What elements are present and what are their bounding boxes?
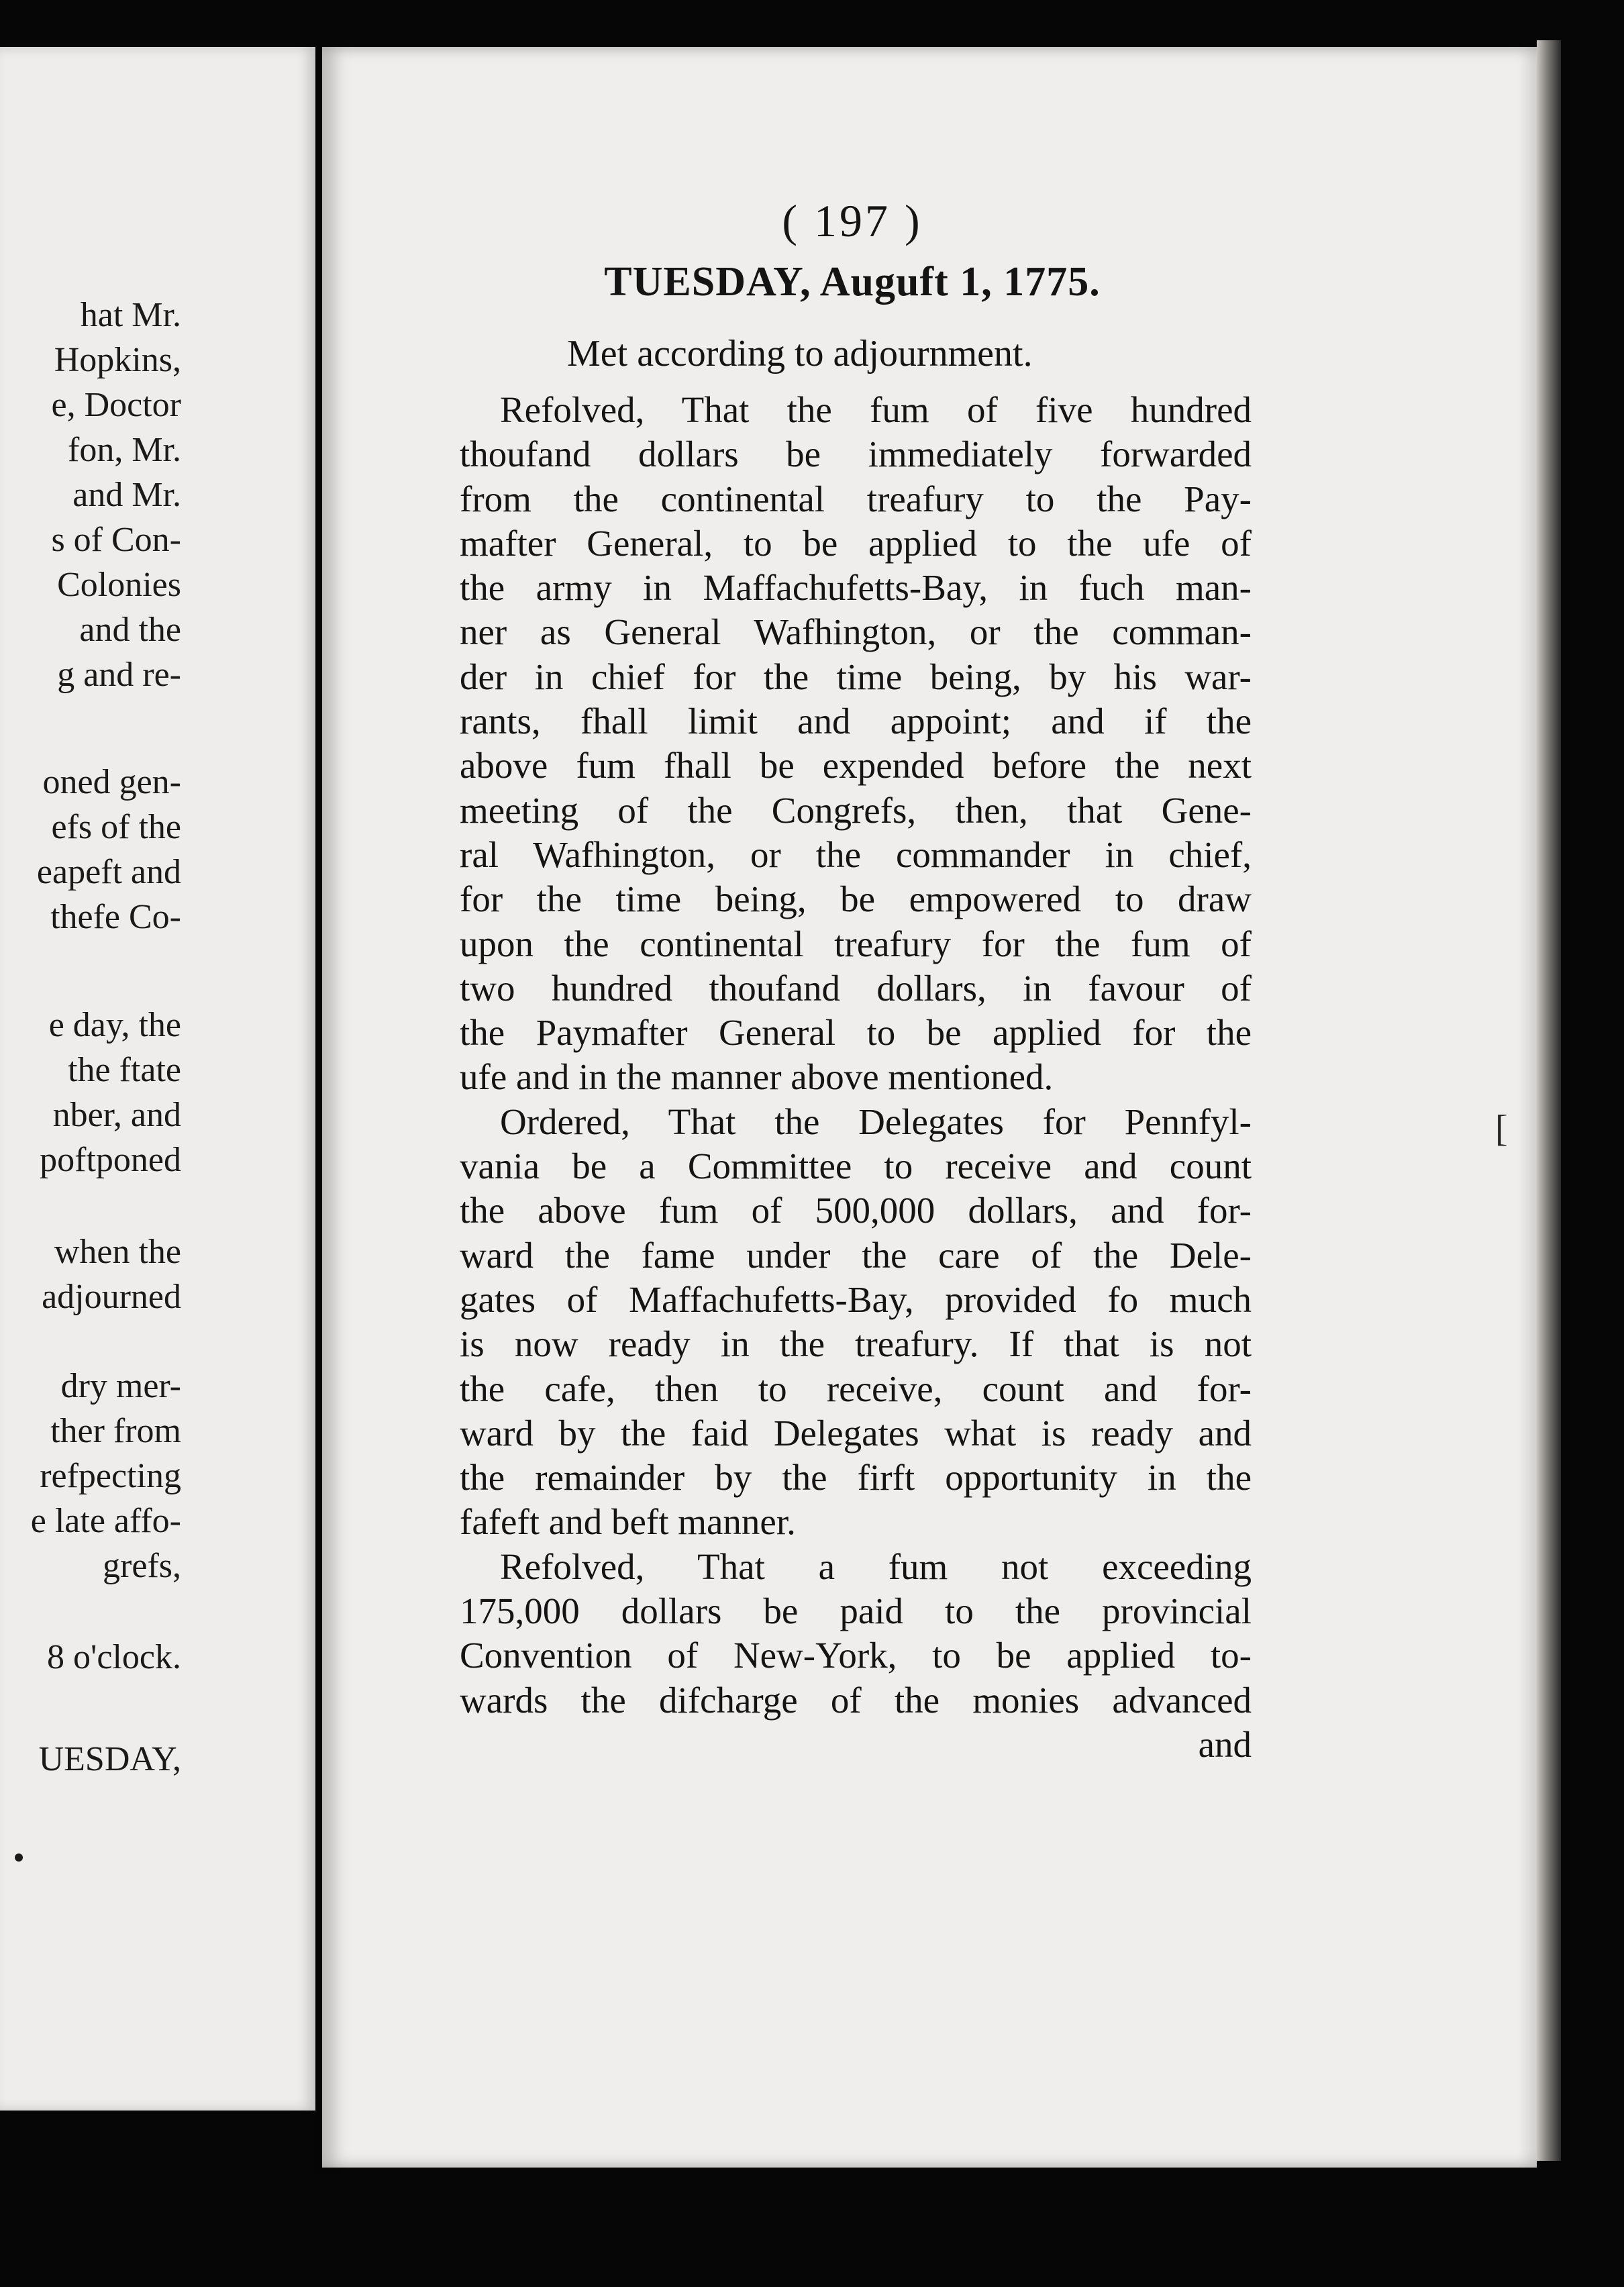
text-line: Refolved, That a fum not exceeding [500,1545,1252,1587]
left-page-line: refpecting [40,1457,181,1495]
left-page-line: efs of the [51,808,181,846]
left-page-line: e late affo- [30,1502,181,1540]
left-page-line: grefs, [103,1547,181,1585]
text-line: the Paymafter General to be applied for the [460,1012,1252,1054]
text-line: ward the fame under the care of the Dele- [460,1234,1252,1276]
left-page-line: 8 o'clock. [47,1638,181,1676]
paragraph-resolved-500000 [460,388,1252,1100]
text-line: ufe and in the manner above mentioned. [460,1056,1054,1098]
text-line: thoufand dollars be immediately forwarded [460,434,1252,475]
left-page-line: poftponed [40,1141,181,1179]
text-line: gates of Maffachufetts-Bay, provided fo much [460,1278,1252,1320]
text-line: above fum fhall be expended before the next [460,745,1252,786]
left-page-line: thefe Co- [50,898,181,936]
text-line: wards the difcharge of the monies advanced [460,1679,1252,1721]
left-page-line: s of Con- [51,521,181,559]
page-number: ( 197 ) [782,195,923,246]
left-page-line: oned gen- [42,763,181,801]
text-line: rants, fhall limit and appoint; and if the [460,701,1252,742]
facing-page-left [0,47,315,2111]
left-page-line: dry mer- [60,1367,181,1405]
paragraph-ordered-delegates [460,1100,1252,1545]
text-line: Ordered, That the Delegates for Pennfyl- [500,1101,1252,1142]
left-page-line: and the [79,611,181,649]
paragraph-resolved-175000 [460,1545,1252,1767]
left-page-line: when the [54,1233,181,1271]
session-intro: Met according to adjournment. [567,333,1033,374]
journal-body [460,388,1252,1767]
text-line: for the time being, be empowered to draw [460,878,1252,920]
text-line: is now ready in the treafury. If that is not [460,1323,1252,1365]
left-page-line: ther from [50,1412,181,1450]
text-line: the remainder by the firft opportunity in the [460,1457,1252,1498]
text-line: upon the continental treafury for the fum of [460,923,1252,964]
text-line: Convention of New-York, to be applied to- [460,1635,1252,1676]
text-line: fafeft and beft manner. [460,1501,796,1543]
left-page-line: the ftate [68,1051,181,1089]
text-line: Refolved, That the fum of five hundred [500,389,1252,430]
text-line: two hundred thoufand dollars, in favour of [460,967,1252,1009]
left-page-line: adjourned [42,1278,181,1316]
left-page-line: Colonies [57,566,181,604]
ink-dot [15,1853,23,1862]
text-line: vania be a Committee to receive and count [460,1146,1252,1187]
text-line: ral Wafhington, or the commander in chief, [460,833,1252,875]
left-page-line: Hopkins, [54,341,181,379]
text-line: meeting of the Congrefs, then, that Gene- [460,789,1252,831]
page-fore-edge [1537,40,1561,2161]
text-line: der in chief for the time being, by his war- [460,656,1252,697]
left-page-line: hat Mr. [80,296,181,334]
text-line: ward by the faid Delegates what is ready and [460,1412,1252,1454]
text-line: the above fum of 500,000 dollars, and for- [460,1190,1252,1231]
text-line: 175,000 dollars be paid to the provincial [460,1590,1252,1632]
text-line: the cafe, then to receive, count and for- [460,1368,1252,1409]
left-page-line: g and re- [57,656,181,694]
left-page-line: fon, Mr. [68,431,181,469]
left-page-line: UESDAY, [38,1740,181,1778]
edge-mark: [ [1495,1108,1508,1150]
left-page-line: e, Doctor [51,386,181,424]
left-page-line: e day, the [48,1006,181,1044]
date-heading: TUESDAY, Auguft 1, 1775. [604,259,1101,305]
text-line: the army in Maffachufetts-Bay, in fuch man- [460,567,1252,609]
text-line: from the continental treafury to the Pay- [460,478,1252,519]
text-line: mafter General, to be applied to the ufe of [460,522,1252,564]
left-page-line: nber, and [52,1096,181,1134]
left-page-line: eapeft and [36,853,181,891]
catchword: and [1198,1723,1252,1765]
left-page-line: and Mr. [72,476,181,514]
text-line: ner as General Wafhington, or the comman- [460,611,1252,653]
